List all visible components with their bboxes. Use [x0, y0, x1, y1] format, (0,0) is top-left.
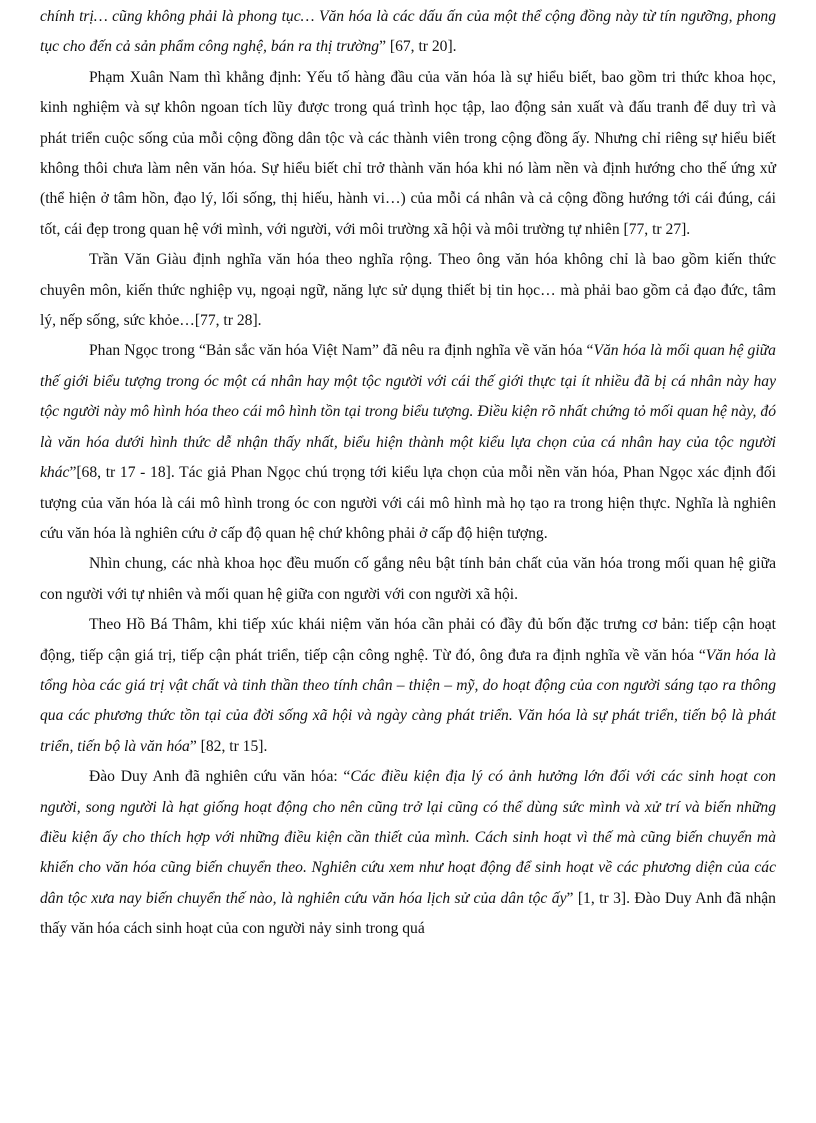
paragraph-5: [40, 549, 776, 610]
text-run: ”[68, tr 17 - 18]. Tác giả Phan Ngọc chú trọng tới kiểu lựa chọn của mỗi nền văn hóa, Phan Ngọc xác định đối tượng của văn hóa là cái mô hình trong óc con người với cái mô hình mà họ tạo ra trong hiện thực. Nghĩa là nghiên cứu văn hóa là nghiên cứu ở cấp độ quan hệ chứ không phải ở cấp độ hiện tượng.: [40, 464, 776, 542]
quote-run: chính trị… cũng không phải là phong tục… Văn hóa là các dấu ấn của một thể cộng đồng này từ tín ngưỡng, phong tục cho đến cả sản phẩm công nghệ, bán ra thị trường: [40, 8, 776, 56]
quote-run: Văn hóa là tổng hòa các giá trị vật chất và tinh thần theo tính chân – thiện – mỹ, do hoạt động của con người sáng tạo ra thông qua các phương thức tồn tại của đời sống xã hội và ngày càng phát triển. Văn hóa là sự phát triển, tiến bộ là phát triển, tiến bộ là văn hóa: [40, 646, 776, 755]
paragraph-1: [40, 2, 776, 63]
text-run: Đào Duy Anh đã nghiên cứu văn hóa: “: [89, 768, 351, 786]
quote-run: Văn hóa là mối quan hệ giữa thế giới biểu tượng trong óc một cá nhân hay một tộc người với cái thế giới thực tại ít nhiều đã bị cá nhân này hay tộc người này mô hình hóa theo cái mô hình tồn tại trong biểu tượng. Điều kiện rõ nhất chứng tỏ mối quan hệ này, đó là văn hóa dưới hình thức dễ nhận thấy nhất, biểu hiện thành một kiểu lựa chọn của cá nhân hay của tộc người khác: [40, 342, 776, 482]
paragraph-4: [40, 336, 776, 549]
paragraph-6: [40, 610, 776, 762]
citation-run: ” [67, tr 20].: [379, 38, 457, 56]
text-run: Phạm Xuân Nam thì khẳng định: Yếu tố hàng đầu của văn hóa là sự hiểu biết, bao gồm tri thức khoa học, kinh nghiệm và sự khôn ngoan tích lũy được trong quá trình học tập, lao động sản xuất và đấu tranh để duy trì và phát triển cuộc sống của mỗi cộng đồng dân tộc và các thành viên trong cộng đồng ấy. Nhưng chỉ riêng sự hiểu biết không thôi chưa làm nên văn hóa. Sự hiểu biết chỉ trở thành văn hóa khi nó làm nền và định hướng cho thế ứng xử (thể hiện ở tâm hồn, đạo lý, lối sống, thị hiếu, hành vi…) của mỗi cá nhân và cả cộng đồng hướng tới cái đúng, cái tốt, cái đẹp trong quan hệ với mình, với người, với môi trường xã hội và môi trường tự nhiên [77, tr 27].: [40, 68, 776, 238]
paragraph-7: [40, 762, 776, 944]
text-run: Phan Ngọc trong “Bản sắc văn hóa Việt Nam” đã nêu ra định nghĩa về văn hóa “: [89, 342, 594, 360]
text-run: Nhìn chung, các nhà khoa học đều muốn cố gắng nêu bật tính bản chất của văn hóa trong mối quan hệ giữa con người với tự nhiên và mối quan hệ giữa con người với con người xã hội.: [40, 555, 776, 603]
text-run: Theo Hồ Bá Thâm, khi tiếp xúc khái niệm văn hóa cần phải có đầy đủ bốn đặc trưng cơ bản: tiếp cận hoạt động, tiếp cận giá trị, tiếp cận phát triển, tiếp cận công nghệ. Từ đó, ông đưa ra định nghĩa về văn hóa “: [40, 616, 776, 664]
text-run: Trần Văn Giàu định nghĩa văn hóa theo nghĩa rộng. Theo ông văn hóa không chỉ là bao gồm kiến thức chuyên môn, kiến thức nghiệp vụ, ngoại ngữ, năng lực sử dụng thiết bị tin học… mà phải bao gồm cả đạo đức, tâm lý, nếp sống, sức khỏe…[77, tr 28].: [40, 251, 776, 330]
document-body: [40, 2, 776, 945]
text-run: ” [1, tr 3]. Đào Duy Anh đã nhận thấy văn hóa cách sinh hoạt của con người nảy sinh trong quá: [40, 889, 776, 938]
paragraph-3: [40, 245, 776, 336]
paragraph-2: [40, 63, 776, 245]
citation-run: ” [82, tr 15].: [189, 737, 268, 755]
quote-run: Các điều kiện địa lý có ảnh hưởng lớn đối với các sinh hoạt con người, song người là hạt giống hoạt động cho nên cũng trở lại cũng có thể dùng sức mình và xử trí và biến những điều kiện ấy cho thích hợp với những điều kiện cần thiết của mình. Cách sinh hoạt vì thế mà cũng biến chuyển mà khiến cho văn hóa cũng biến chuyển theo. Nghiên cứu xem như hoạt động để sinh hoạt về các phương diện của các dân tộc xưa nay biến chuyển thế nào, là nghiên cứu văn hóa lịch sử của dân tộc ấy: [40, 768, 776, 907]
